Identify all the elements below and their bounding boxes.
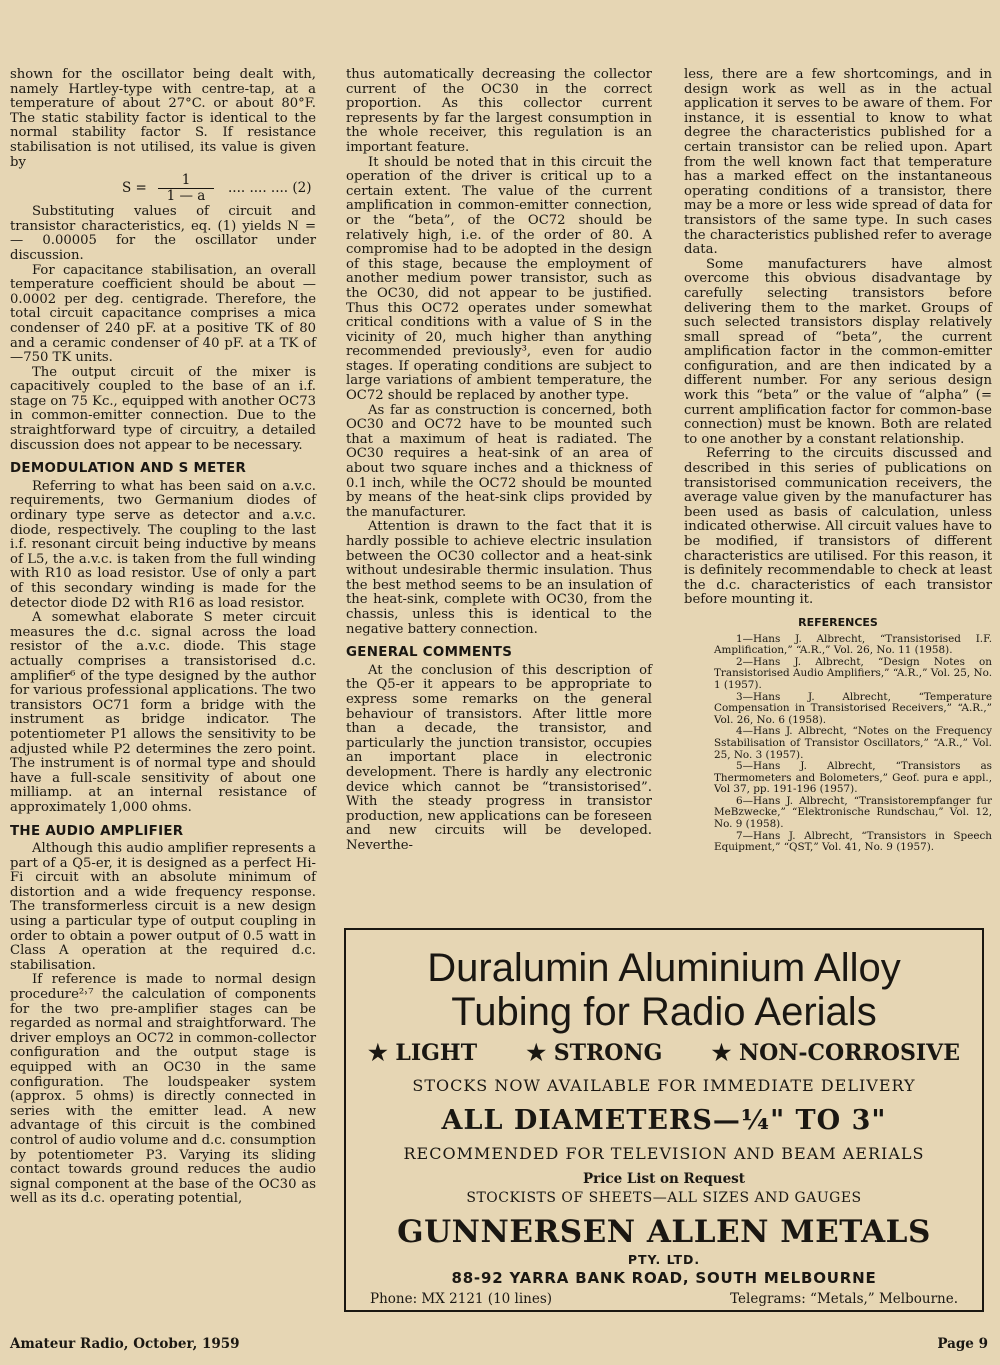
- footer-publication: Amateur Radio, October, 1959: [10, 1336, 240, 1352]
- ad-phone: Phone: MX 2121 (10 lines): [370, 1291, 553, 1307]
- paragraph: The output circuit of the mixer is capacitively coupled to the base of an i.f. stage on 75 Kc., equipped with another OC73 in common-emitter connection. Due to the straightforward type of circuitry, a detailed discussion does not appear to be necessary.: [10, 364, 316, 453]
- reference-item: 5—Hans J. Albrecht, “Transistors as Thermometers and Bolometers,” Geof. pura e appl., Vol 37, pp. 191-196 (1957).: [714, 760, 992, 796]
- ad-feature-non-corrosive: ★ NON-CORROSIVE: [711, 1040, 960, 1066]
- equation-denominator: 1 — a: [166, 188, 206, 205]
- ad-contact: [346, 1291, 982, 1307]
- ad-availability: STOCKS NOW AVAILABLE FOR IMMEDIATE DELIVERY: [412, 1076, 916, 1095]
- reference-item: 1—Hans J. Albrecht, “Transistorised I.F. Amplification,” “A.R.,” Vol. 26, No. 11 (1958).: [714, 632, 992, 657]
- paragraph: At the conclusion of this description of the Q5-er it appears to be appropriate to express some remarks on the general behaviour of transistors. After little more than a decade, the transistor, and particularly the junction transistor, occupies an important place in electronic development. There is hardly any electronic device which cannot be “transistorised”. With the steady progress in transistor production, new applications can be foreseen and new circuits will be developed. Neverthe-: [346, 662, 652, 853]
- ad-features: [346, 1040, 982, 1066]
- ad-address: 88-92 YARRA BANK ROAD, SOUTH MELBOURNE: [451, 1269, 877, 1287]
- ad-feature-strong: ★ STRONG: [526, 1040, 663, 1066]
- references-heading: REFERENCES: [798, 615, 878, 629]
- paragraph: thus automatically decreasing the collector current of the OC30 in the correct proportion. As this collector current represents by far the largest consumption in the whole receiver, this regulation is an important feature.: [346, 67, 652, 155]
- reference-item: 6—Hans J. Albrecht, “Transistorempfanger fur MeBzwecke,” “Elektronische Rundschau,” Vol. 12, No. 9 (1958).: [714, 794, 992, 831]
- text-column-2: [346, 68, 652, 853]
- paragraph: Some manufacturers have almost overcome this obvious disadvantage by carefully selecting transistors before delivering them to the market. Groups of such selected transistors display relatively small spread of “beta”, the current amplification factor in the common-emitter configuration, and are then indicated by a different number. For any serious design work this “beta” or the value of “alpha” (= current amplification factor for common-base connection) must be known. Both are related to one another by a constant relationship.: [684, 256, 992, 447]
- ad-subheadline: Tubing for Radio Aerials: [451, 990, 877, 1034]
- paragraph: Referring to what has been said on a.v.c. requirements, two Germanium diodes of ordinary type serve as detector and a.v.c. diode, respectively. The coupling to the last i.f. resonant circuit being inductive by means of L5, the a.v.c. is taken from the full winding with R10 as load resistor. Use of only a part of this secondary winding is made for the detector diode D2 with R16 as load resistor.: [10, 478, 316, 611]
- paragraph: Attention is drawn to the fact that it is hardly possible to achieve electric insulation between the OC30 collector and a heat-sink without undesirable thermic insulation. Thus the best method seems to be an insulation of the heat-sink, complete with OC30, from the chassis, unless this is identical to the negative battery connection.: [346, 519, 652, 637]
- paragraph: Referring to the circuits discussed and described in this series of publications on transistorised communication receivers, the average value given by the manufacturer has been used as basis of calculation, unless indicated otherwise. All circuit values have to be modified, if transistors of different characteristics are utilised. For this reason, it is definitely recommendable to check at least the d.c. characteristics of each transistor before mounting it.: [684, 446, 992, 608]
- ad-feature-light: ★ LIGHT: [368, 1040, 478, 1066]
- ad-company-suffix: PTY. LTD.: [627, 1252, 701, 1267]
- reference-item: 4—Hans J. Albrecht, “Notes on the Frequency Sstabilisation of Transistor Oscillators,” “A.R.,” Vol. 25, No. 3 (1957).: [714, 725, 992, 761]
- paragraph: It should be noted that in this circuit the operation of the driver is critical up to a certain extent. The value of the current amplification in common-emitter connection, or the “beta”, of the OC72 should be relatively high, i.e. of the order of 80. A compromise had to be adopted in the design of this stage, because the employment of another medium power transistor, such as the OC30, did not appear to be justified. Thus this OC72 operates under somewhat critical conditions with a value of S in the vicinity of 20, much higher than anything recommended previously³, even for audio stages. If operating conditions are subject to large variations of ambient temperature, the OC72 should be replaced by another type.: [346, 154, 652, 404]
- ad-headline: Duralumin Aluminium Alloy: [427, 946, 901, 990]
- reference-item: 3—Hans J. Albrecht, “Temperature Compensation in Transistorised Receivers,” “A.R.,” Vol. 26, No. 6 (1958).: [714, 690, 992, 726]
- equation-lhs: S =: [122, 180, 147, 197]
- ad-recommendation: RECOMMENDED FOR TELEVISION AND BEAM AERIALS: [403, 1144, 925, 1163]
- paragraph: As far as construction is concerned, both OC30 and OC72 have to be mounted such that a maximum of heat is radiated. The OC30 requires a heat-sink of an area of about two square inches and a thickness of 0.1 inch, while the OC72 should be mounted by means of the heat-sink clips provided by the manufacturer.: [346, 402, 652, 520]
- section-heading: GENERAL COMMENTS: [346, 645, 513, 661]
- equation-number: .... .... .... (2): [228, 180, 312, 197]
- reference-item: 7—Hans J. Albrecht, “Transistors in Speech Equipment,” “QST,” Vol. 41, No. 9 (1957).: [714, 829, 992, 854]
- paragraph: For capacitance stabilisation, an overall temperature coefficient should be about — 0.0002 per deg. centigrade. Therefore, the total circuit capacitance comprises a mica condenser of 240 pF. at a positive TK of 80 and a ceramic condenser of 40 pF. at a TK of —750 TK units.: [10, 262, 316, 366]
- reference-item: 2—Hans J. Albrecht, “Design Notes on Transistorised Audio Amplifiers,” “A.R.,” Vol. 25, No. 1 (1957).: [714, 655, 992, 691]
- ad-telegrams: Telegrams: “Metals,” Melbourne.: [730, 1291, 958, 1307]
- paragraph: Although this audio amplifier represents a part of a Q5-er, it is designed as a perfect Hi-Fi circuit with an absolute minimum of distortion and a wide frequency response. The transformerless circuit is a new design using a particular type of output coupling in order to obtain a power output of 0.5 watt in Class A operation at the required d.c. stabilisation.: [10, 841, 316, 973]
- section-heading: DEMODULATION AND S METER: [10, 461, 247, 477]
- equation-2: [10, 173, 316, 203]
- footer-page-number: Page 9: [937, 1336, 988, 1352]
- ad-company-name: GUNNERSEN ALLEN METALS: [397, 1214, 931, 1250]
- paragraph: A somewhat elaborate S meter circuit measures the d.c. signal across the load resistor of the a.v.c. diode. This stage actually comprises a transistorised d.c. amplifier⁶ of the type designed by the author for various professional applications. The two transistors OC71 form a bridge with the instrument as bridge indicator. The potentiometer P1 allows the sensitivity to be adjusted while P2 determines the zero point. The instrument is of normal type and should have a full-scale sensitivity of about one milliamp. at an internal resistance of approximately 1,000 ohms.: [10, 610, 316, 815]
- ad-price-list: Price List on Request: [582, 1171, 746, 1187]
- text-column-1: [10, 68, 316, 1207]
- paragraph: If reference is made to normal design procedure²˒⁷ the calculation of components for the two pre-amplifier stages can be regarded as normal and straightforward. The driver employs an OC72 in common-collector configuration and the output stage is equipped with an OC30 in the same configuration. The loudspeaker system (approx. 5 ohms) is directly connected in series with the emitter lead. A new advantage of this circuit is the combined control of audio volume and d.c. consumption by potentiometer P3. Varying its sliding contact towards ground reduces the audio signal component at the base of the OC30 as well as its d.c. operating potential,: [10, 972, 316, 1207]
- paragraph: Substituting values of circuit and transistor characteristics, eq. (1) yields N = — 0.00005 for the oscillator under discussion.: [10, 204, 316, 263]
- paragraph: less, there are a few shortcomings, and in design work as well as in the actual application it serves to be aware of them. For instance, it is essential to know to what degree the characteristics published for a certain transistor can be relied upon. Apart from the well known fact that temperature has a marked effect on the instantaneous operating conditions of a transistor, there may be a more or less wide spread of data for transistors of the same type. In such cases the characteristics published refer to average data.: [684, 67, 992, 258]
- ad-stockists: STOCKISTS OF SHEETS—ALL SIZES AND GAUGES: [466, 1190, 862, 1206]
- text-column-3: [684, 68, 992, 854]
- equation-fraction: [158, 173, 214, 204]
- ad-diameters: ALL DIAMETERS—¼" TO 3": [441, 1105, 887, 1136]
- advertisement: [344, 928, 984, 1312]
- paragraph: shown for the oscillator being dealt with, namely Hartley-type with centre-tap, at a temperature of about 27°C. or about 80°F. The static stability factor is identical to the normal stability factor S. If resistance stabilisation is not utilised, its value is given by: [10, 67, 316, 170]
- equation-numerator: 1: [158, 173, 214, 189]
- section-heading: THE AUDIO AMPLIFIER: [10, 823, 184, 839]
